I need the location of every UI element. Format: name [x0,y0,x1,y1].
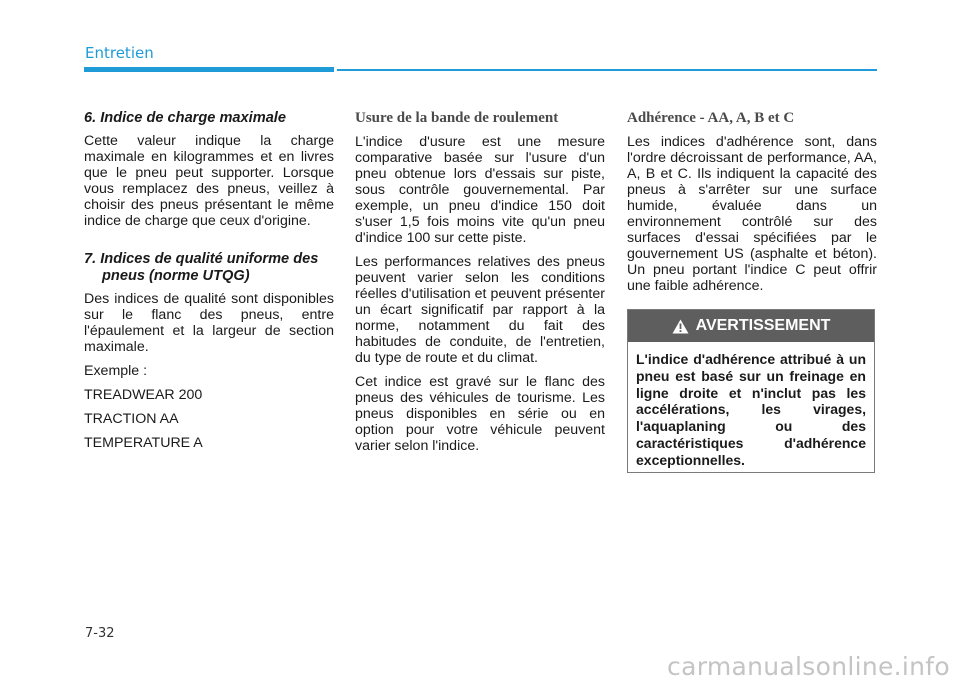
para-treadwear-3: Cet indice est gravé sur le flanc des pneus des véhicules de tourisme. Les pneus disponibles en série ou en option pour votre véhicule peuvent varier selon l'indice. [355,374,605,454]
header-rule-thick [84,67,334,72]
para-treadwear-1: L'indice d'usure est une mesure comparative basée sur l'usure d'un pneu obtenue lors d'essais sur piste, sous contrôle gouvernemental. Par exemple, un pneu d'indice 150 doit s'user 1,5 fois moins vite qu'un pneu d'indice 100 sur cette piste. [355,134,605,246]
para-treadwear-2: Les performances relatives des pneus peuvent varier selon les conditions réelles d'utilisation et peuvent présenter un écart significatif par rapport à la norme, notamment du fait des habitudes de conduite, de l'entretien, du type de route et du climat. [355,254,605,366]
page-number: 7-32 [85,626,115,641]
heading-load-index: 6. Indice de charge maximale [84,110,286,126]
warning-box [627,309,875,473]
warning-text: L'indice d'adhérence attribué à un pneu est basé sur un freinage en ligne droite et n'inclut pas les accélérations, les virages, l'aquaplaning ou des caractéristiques d'adhérence exceptionnelles. [636,351,866,468]
column-2 [355,110,605,462]
column-3 [627,110,877,302]
para-utqg: Des indices de qualité sont disponibles sur le flanc des pneus, entre l'épaulement et la largeur de section maximale. [84,291,334,355]
warning-header [628,310,874,342]
para-load-index: Cette valeur indique la charge maximale en kilogrammes et en livres que le pneu peut supporter. Lorsque vous remplacez des pneus, veillez à choisir des pneus présentant le même indice de charge que ceux d'origine. [84,133,334,229]
heading-traction: Adhérence - AA, A, B et C [627,110,795,126]
heading-utqg: 7. Indices de qualité uniforme des pneus (norme UTQG) [84,251,319,284]
para-traction: Les indices d'adhérence sont, dans l'ordre décroissant de performance, AA, A, B et C. Ils indiquent la capacité des pneus à s'arrêter sur une surface humide, évaluée dans un environnement contrôlé sur des surfaces d'essai spécifiées par le gouvernement US (asphalte et béton). Un pneu portant l'indice C peut offrir une faible adhérence. [627,134,877,294]
example-label: Exemple : [84,363,148,379]
example-traction: TRACTION AA [84,411,179,427]
watermark: carmanualsonline.info [667,652,950,681]
example-treadwear: TREADWEAR 200 [84,387,203,403]
heading-treadwear: Usure de la bande de roulement [355,110,559,126]
warning-triangle-icon [672,319,689,334]
example-temperature: TEMPERATURE A [84,435,203,451]
section-title: Entretien [85,44,154,62]
header-rule-thin [337,69,877,71]
warning-title: AVERTISSEMENT [695,317,831,334]
column-1 [84,110,334,459]
